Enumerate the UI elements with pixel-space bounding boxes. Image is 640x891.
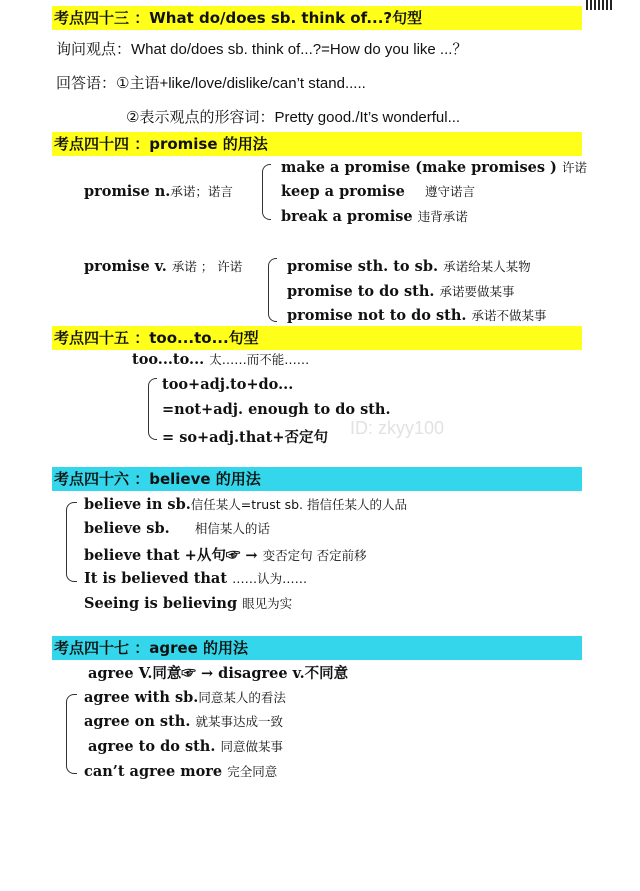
watermark: ID: zkyy100 [350, 418, 445, 438]
agree-item-3: agree to do sth. 同意做某事 [88, 738, 283, 755]
noun-item-2: keep a promise 遵守诺言 [281, 183, 476, 200]
agree-item-2: agree on sth. 就某事达成一致 [84, 713, 283, 730]
believe-item-4: It is believed that ……认为…… [84, 570, 308, 587]
too-item-1: too+adj.to+do... [162, 376, 294, 393]
promise-verb-en: promise v. [84, 258, 167, 275]
verb-item-3: promise not to do sth. 承诺不做某事 [287, 307, 547, 324]
qr-code-fragment [586, 0, 612, 10]
agree-item-4: can’t agree more 完全同意 [84, 763, 278, 780]
noun-item-3: break a promise 违背承诺 [281, 208, 468, 225]
section-47-title: 考点四十七 ：agree 的用法 [54, 639, 249, 657]
promise-verb-zh: 承诺 ； 许诺 [171, 259, 243, 274]
s43-answer2-line: ②表示观点的形容词：Pretty good./It’s wonderful... [126, 109, 461, 126]
section-47-header [52, 636, 582, 660]
believe-extra: Seeing is believing 眼见为实 [84, 595, 293, 612]
section-46-header [52, 467, 582, 491]
believe-item-1: believe in sb.信任某人=trust sb. 指信任某人的人品 [84, 496, 407, 513]
brace-agree [66, 694, 77, 774]
believe-item-3: believe that +从句☞ → 变否定句 否定前移 [84, 547, 367, 564]
brace-noun [262, 164, 271, 220]
noun-item-1: make a promise (make promises ) 许诺 [281, 159, 587, 176]
too-item-3: = so+adj.that+否定句 [162, 429, 328, 446]
brace-too [148, 378, 157, 440]
brace-believe [66, 502, 77, 582]
section-45-header [52, 326, 582, 350]
agree-item-1: agree with sb.同意某人的看法 [84, 689, 286, 706]
s43-ask-line: 询问观点：What do/does sb. think of...?=How do you like ...？ [56, 41, 468, 58]
verb-item-2: promise to do sth. 承诺要做某事 [287, 283, 515, 300]
too-item-2: =not+adj. enough to do sth. [162, 401, 391, 418]
agree-heading: agree V.同意☞ → disagree v.不同意 [88, 665, 349, 682]
verb-item-1: promise sth. to sb. 承诺给某人某物 [287, 258, 531, 275]
section-44-title: 考点四十四 ：promise 的用法 [54, 135, 268, 153]
promise-noun-label [84, 182, 233, 200]
promise-verb-label [84, 257, 242, 275]
section-44-header [52, 132, 582, 156]
believe-item-2: believe sb. 相信某人的话 [84, 520, 270, 537]
promise-noun-zh: 承诺；诺言 [170, 184, 233, 199]
section-43-title: 考点四十三 ：What do/does sb. think of...?句型 [54, 9, 423, 27]
promise-noun-en: promise n. [84, 183, 171, 200]
section-46-title: 考点四十六 ：believe 的用法 [54, 470, 261, 488]
too-to-heading: too...to... 太……而不能…… [132, 351, 310, 368]
section-45-title: 考点四十五 ：too...to...句型 [54, 329, 259, 347]
s43-answer-line: 回答语：①主语+like/love/dislike/can’t stand..... [56, 75, 366, 92]
brace-verb [268, 258, 277, 322]
section-43-header [52, 6, 582, 30]
